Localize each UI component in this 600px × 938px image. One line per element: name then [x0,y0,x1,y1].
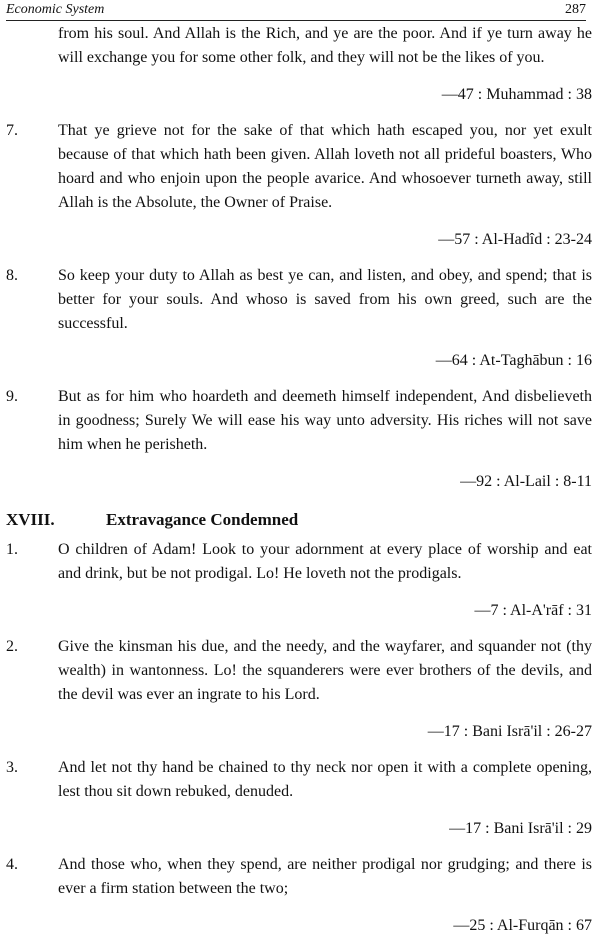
verse-reference: —25 : Al-Furqān : 67 [453,917,592,934]
verse-number: 4. [6,856,18,873]
verse-item [6,538,592,586]
verse-reference: —92 : Al-Lail : 8-11 [460,473,592,490]
verse-item [6,264,592,336]
page-content [6,22,592,938]
verse-text: Give the kinsman his due, and the needy, and the wayfarer, and squander not (thy wealth) in wantonness. Lo! the squanderers were ever brothers of the devils, and the devil was ever an ingrate to his Lord. [58,638,592,703]
verse-text: from his soul. And Allah is the Rich, and ye are the poor. And if ye turn away he will exchange you for some other folk, and they will not be the likes of you. [58,25,592,66]
verse-number: 2. [6,638,18,655]
section-number: XVIII. [6,510,55,529]
running-header [6,2,586,21]
verse-text: That ye grieve not for the sake of that which hath escaped you, nor yet exult because of that which hath been given. Allah loveth not all prideful boasters, Who hoard and who enjoin upon the people avarice. And whosoever turneth away, still Allah is the Absolute, the Owner of Praise. [58,122,592,211]
verse-text: And let not thy hand be chained to thy neck nor open it with a complete opening, lest thou sit down rebuked, denuded. [58,759,592,800]
verse-text: But as for him who hoardeth and deemeth himself independent, And disbelieveth in goodness; Surely We will ease his way unto adversity. His riches will not save him when he perisheth. [58,388,592,453]
verse-number: 8. [6,267,18,284]
verse-text: O children of Adam! Look to your adornment at every place of worship and eat and drink, but be not prodigal. Lo! He loveth not the prodigals. [58,541,592,582]
verse-number: 3. [6,759,18,776]
section-title: Extravagance Condemned [106,510,299,529]
verse-text: And those who, when they spend, are neither prodigal nor grudging; and there is ever a firm station between the two; [58,856,592,897]
verse-item [6,119,592,215]
verse-reference: —17 : Bani Isrā'il : 29 [449,820,592,837]
verse-continued [6,22,592,70]
verse-reference: —47 : Muhammad : 38 [441,86,592,103]
verse-number: 1. [6,541,18,558]
verse-number: 9. [6,388,18,405]
page-number: 287 [565,2,586,17]
verse-reference: —7 : Al-A'rāf : 31 [474,602,592,619]
verse-text: So keep your duty to Allah as best ye can, and listen, and obey, and spend; that is better for your souls. And whoso is saved from his own greed, such are the successful. [58,267,592,332]
verse-reference: —57 : Al-Hadîd : 23-24 [438,231,592,248]
running-title: Economic System [6,2,105,17]
verse-item [6,385,592,457]
verse-reference: —64 : At-Taghābun : 16 [435,352,592,369]
verse-item [6,853,592,901]
section-heading [6,508,592,532]
verse-item [6,756,592,804]
verse-reference: —17 : Bani Isrā'il : 26-27 [427,723,592,740]
verse-number: 7. [6,122,18,139]
verse-item [6,635,592,707]
